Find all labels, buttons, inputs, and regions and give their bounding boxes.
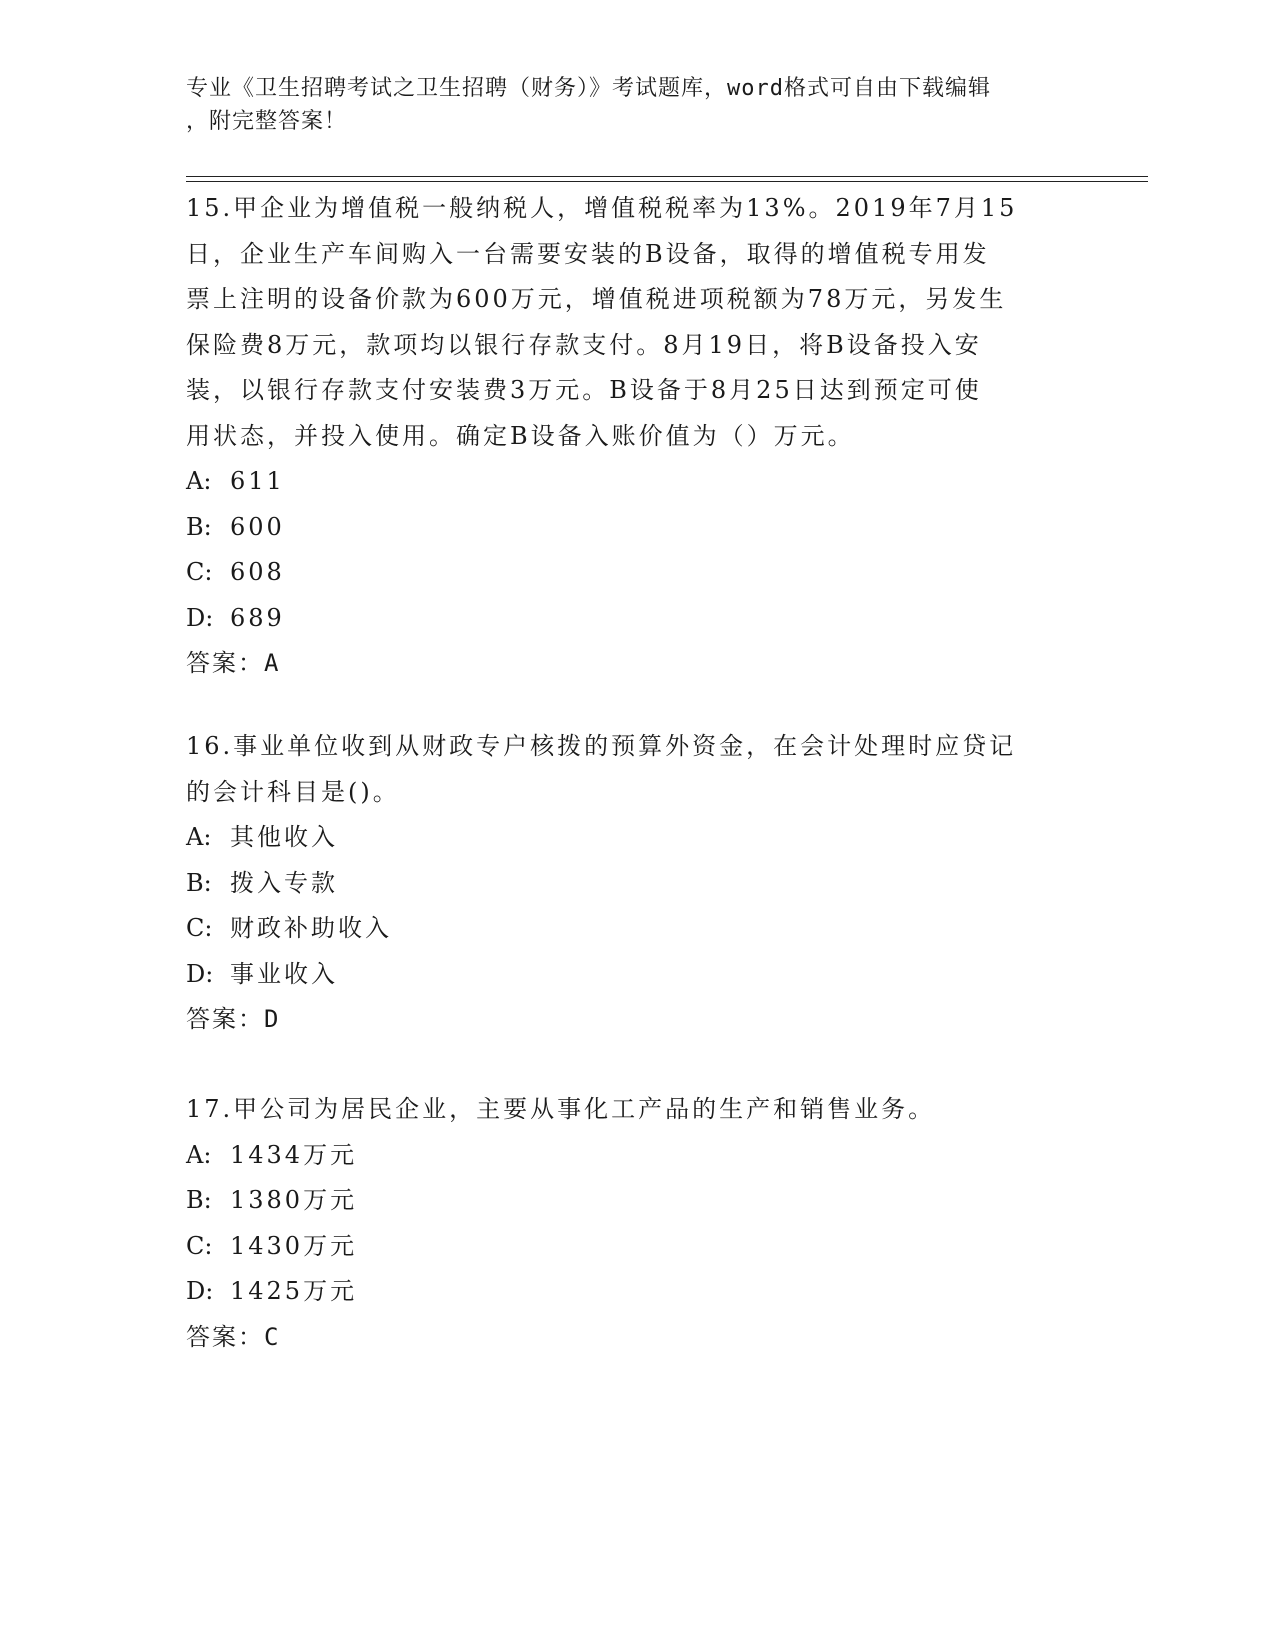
option-label: D:	[186, 959, 214, 988]
option-label: A:	[186, 823, 212, 851]
option-b	[186, 505, 1066, 551]
option-text: 611	[230, 467, 285, 495]
option-text: 其他收入	[230, 823, 338, 851]
option-text: 1425万元	[230, 1277, 358, 1305]
question-text: 16.事业单位收到从财政专户核拨的预算外资金，在会计处理时应贷记 的会计科目是()。	[186, 732, 1017, 806]
option-d	[186, 952, 1066, 998]
option-text: 1430万元	[230, 1231, 358, 1260]
option-d	[186, 596, 1066, 642]
option-d	[186, 1269, 1066, 1315]
option-text: 1380万元	[230, 1186, 358, 1214]
option-b	[186, 861, 1066, 907]
option-text: 608	[230, 558, 285, 586]
answer-line: 答案：D	[186, 1005, 281, 1033]
option-text: 1434万元	[230, 1140, 358, 1169]
option-label: A:	[186, 467, 212, 495]
option-text: 事业收入	[230, 959, 338, 988]
option-label: C:	[186, 558, 213, 586]
option-label: B:	[186, 1186, 212, 1214]
option-label: B:	[186, 512, 212, 541]
question-15	[186, 186, 1066, 687]
option-c	[186, 906, 1066, 952]
option-b	[186, 1178, 1066, 1224]
option-label: A:	[186, 1140, 212, 1169]
document-header	[186, 72, 1066, 138]
answer-line: 答案：A	[186, 649, 281, 677]
option-a	[186, 815, 1066, 861]
option-text: 689	[230, 603, 285, 632]
option-label: D:	[186, 603, 214, 632]
option-text: 财政补助收入	[230, 914, 392, 942]
header-divider-top	[186, 176, 1148, 177]
option-text: 600	[230, 512, 285, 541]
option-label: C:	[186, 1231, 213, 1260]
header-divider-bottom	[186, 181, 1148, 182]
question-16	[186, 724, 1066, 1043]
option-c	[186, 1224, 1066, 1270]
option-a	[186, 1133, 1066, 1179]
option-label: B:	[186, 868, 212, 897]
answer-line: 答案：C	[186, 1322, 281, 1351]
header-line-2: ，附完整答案！	[186, 109, 348, 134]
option-a	[186, 459, 1066, 505]
header-line-1: 专业《卫生招聘考试之卫生招聘（财务）》考试题库，word格式可自由下载编辑	[186, 76, 991, 101]
option-text: 拨入专款	[230, 868, 338, 897]
question-text: 15.甲企业为增值税一般纳税人，增值税税率为13%。2019年7月15 日，企业生产车间购入一台需要安装的B设备，取得的增值税专用发 票上注明的设备价款为600万元，增值税进项税额为78万元，另发生 保险费8万元，款项均以银行存款支付。8月19日，将B设备投入安 装，以银行存款支付安装费3万元。B设备于8月25日达到预定可使 用状态，并投入使用。确定B设备入账价值为（）万元。	[186, 194, 1018, 450]
question-text: 17.甲公司为居民企业，主要从事化工产品的生产和销售业务。	[186, 1095, 936, 1123]
option-label: D:	[186, 1277, 214, 1305]
option-c	[186, 550, 1066, 596]
question-17	[186, 1087, 1066, 1360]
option-label: C:	[186, 914, 213, 942]
